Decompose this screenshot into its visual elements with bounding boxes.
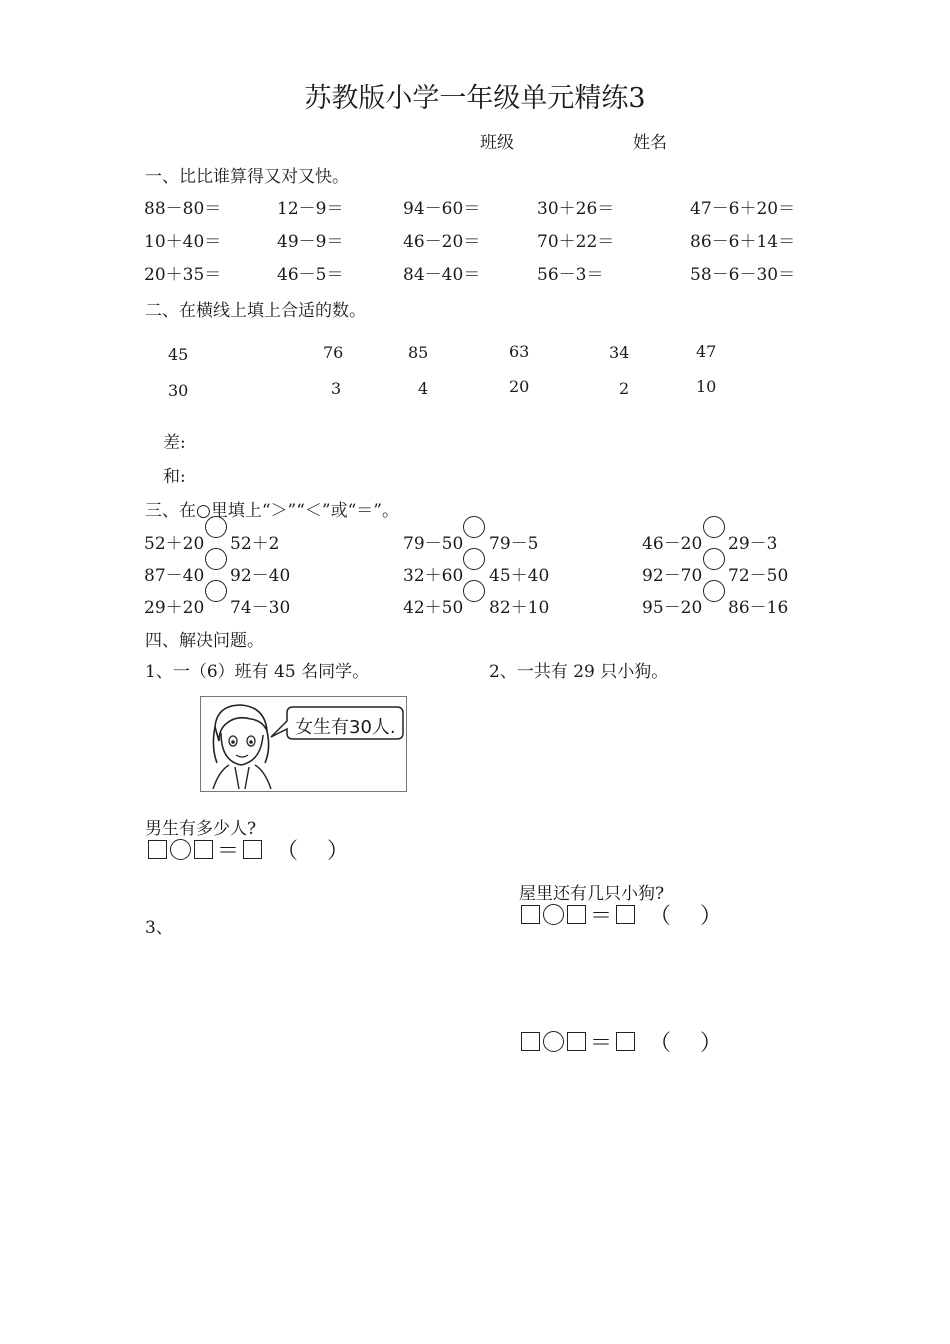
- problem-2-question: 屋里还有几只小狗?: [519, 884, 665, 904]
- pair-top-number: 34: [609, 343, 630, 362]
- calc-item: 10＋40＝: [144, 232, 222, 252]
- compare-left: 87－40: [144, 566, 205, 586]
- problem-3-text: 3、: [145, 918, 173, 938]
- pair-top-number: 45: [168, 345, 189, 364]
- calc-item: 46－20＝: [403, 232, 481, 252]
- compare-circle[interactable]: [463, 580, 485, 602]
- compare-circle[interactable]: [703, 580, 725, 602]
- answer-formula-1: [148, 834, 349, 865]
- compare-left: 95－20: [642, 598, 703, 618]
- compare-right: 79－5: [489, 534, 539, 554]
- operator-circle[interactable]: [543, 904, 564, 925]
- page-title: 苏教版小学一年级单元精练3: [304, 83, 646, 114]
- section-1-heading: 一、比比谁算得又对又快。: [145, 167, 349, 187]
- compare-circle[interactable]: [205, 548, 227, 570]
- compare-circle[interactable]: [205, 516, 227, 538]
- class-label: 班级: [480, 133, 514, 153]
- answer-box[interactable]: [243, 840, 262, 859]
- calc-item: 88－80＝: [144, 199, 222, 219]
- answer-box[interactable]: [521, 1032, 540, 1051]
- compare-right: 82＋10: [489, 598, 550, 618]
- compare-left: 92－70: [642, 566, 703, 586]
- section-2-heading: 二、在横线上填上合适的数。: [145, 301, 366, 321]
- calc-item: 47－6＋20＝: [690, 199, 796, 219]
- compare-circle[interactable]: [463, 516, 485, 538]
- problem-2-text: 2、一共有 29 只小狗。: [489, 662, 669, 682]
- compare-circle[interactable]: [463, 548, 485, 570]
- compare-circle[interactable]: [205, 580, 227, 602]
- compare-right: 74－30: [230, 598, 291, 618]
- difference-label: 差:: [163, 433, 186, 453]
- compare-left: 79－50: [403, 534, 464, 554]
- equals-sign: ＝: [590, 1031, 613, 1056]
- calc-item: 12－9＝: [277, 199, 344, 219]
- calc-item: 20＋35＝: [144, 265, 222, 285]
- calc-item: 30＋26＝: [537, 199, 615, 219]
- pair-bottom-number: 2: [619, 379, 630, 398]
- girl-illustration: [200, 696, 407, 792]
- calc-item: 86－6＋14＝: [690, 232, 796, 252]
- pair-bottom-number: 3: [331, 379, 342, 398]
- calc-item: 49－9＝: [277, 232, 344, 252]
- compare-left: 46－20: [642, 534, 703, 554]
- compare-left: 42＋50: [403, 598, 464, 618]
- speech-bubble-text: 女生有30人.: [295, 717, 396, 738]
- operator-circle[interactable]: [170, 839, 191, 860]
- pair-bottom-number: 20: [509, 377, 530, 396]
- problem-1-text: 1、一（6）班有 45 名同学。: [145, 662, 370, 682]
- compare-right: 29－3: [728, 534, 778, 554]
- calc-item: 70＋22＝: [537, 232, 615, 252]
- equals-sign: ＝: [590, 904, 613, 929]
- answer-box[interactable]: [148, 840, 167, 859]
- compare-right: 86－16: [728, 598, 789, 618]
- compare-right: 72－50: [728, 566, 789, 586]
- compare-circle[interactable]: [703, 516, 725, 538]
- section-4-heading: 四、解决问题。: [145, 631, 264, 651]
- compare-left: 52＋20: [144, 534, 205, 554]
- problem-1-question: 男生有多少人?: [145, 819, 257, 839]
- answer-box[interactable]: [567, 1032, 586, 1051]
- pair-top-number: 63: [509, 342, 530, 361]
- calc-item: 94－60＝: [403, 199, 481, 219]
- section-3-heading: 三、在○里填上“＞”“＜”或“＝”。: [145, 501, 399, 521]
- pair-bottom-number: 10: [696, 377, 717, 396]
- answer-box[interactable]: [616, 905, 635, 924]
- operator-circle[interactable]: [543, 1031, 564, 1052]
- compare-right: 92－40: [230, 566, 291, 586]
- calc-item: 84－40＝: [403, 265, 481, 285]
- pair-top-number: 47: [696, 342, 717, 361]
- calc-item: 56－3＝: [537, 265, 604, 285]
- calc-item: 58－6－30＝: [690, 265, 796, 285]
- pair-top-number: 76: [323, 343, 344, 362]
- compare-circle[interactable]: [703, 548, 725, 570]
- compare-left: 32＋60: [403, 566, 464, 586]
- name-label: 姓名: [633, 133, 667, 153]
- compare-right: 52＋2: [230, 534, 280, 554]
- answer-formula-3: [521, 1026, 722, 1057]
- answer-box[interactable]: [567, 905, 586, 924]
- sum-label: 和:: [163, 467, 186, 487]
- pair-top-number: 85: [408, 343, 429, 362]
- answer-box[interactable]: [194, 840, 213, 859]
- pair-bottom-number: 30: [168, 381, 189, 400]
- unit-parentheses[interactable]: （ ）: [649, 904, 723, 929]
- unit-parentheses[interactable]: （ ）: [276, 839, 350, 864]
- answer-box[interactable]: [616, 1032, 635, 1051]
- girl-drawing: [201, 697, 406, 791]
- equals-sign: ＝: [217, 839, 240, 864]
- answer-box[interactable]: [521, 905, 540, 924]
- calc-item: 46－5＝: [277, 265, 344, 285]
- answer-formula-2: [521, 899, 722, 930]
- compare-right: 45＋40: [489, 566, 550, 586]
- unit-parentheses[interactable]: （ ）: [649, 1031, 723, 1056]
- compare-left: 29＋20: [144, 598, 205, 618]
- pair-bottom-number: 4: [418, 379, 429, 398]
